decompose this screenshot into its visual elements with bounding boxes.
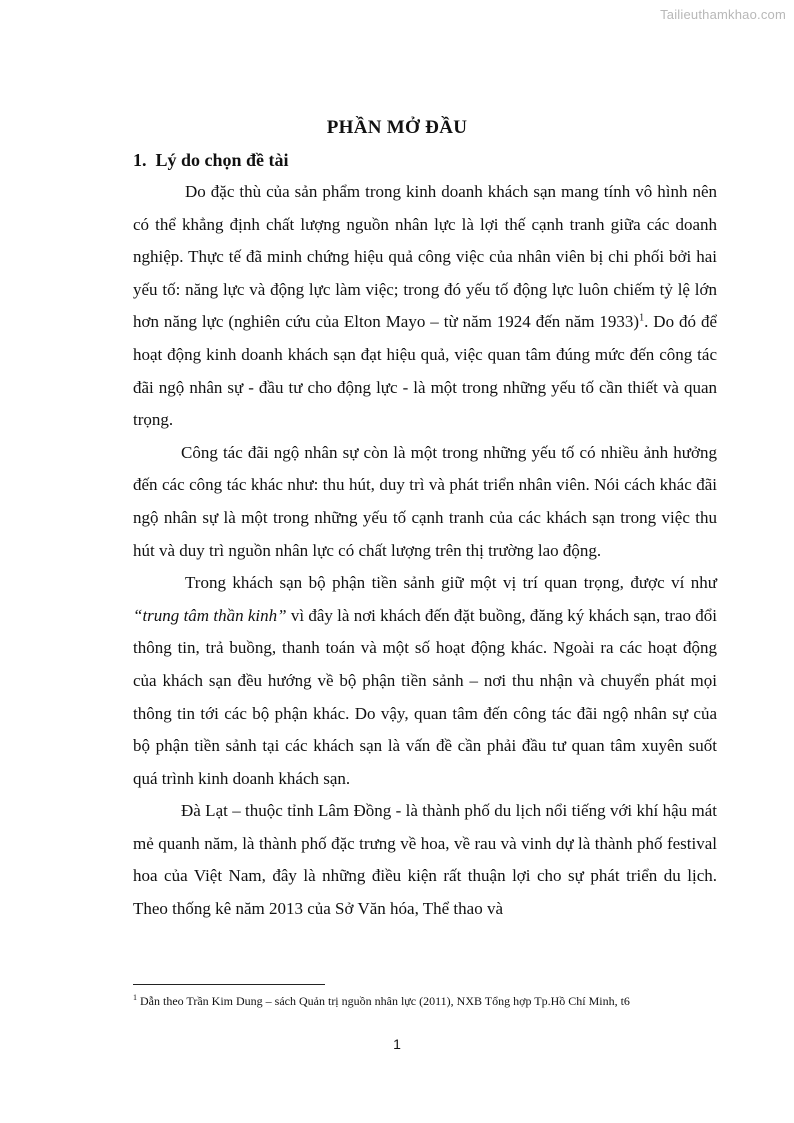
paragraph-1: Do đặc thù của sản phẩm trong kinh doanh khách sạn mang tính vô hình nên có thể khẳng định chất lượng nguồn nhân lực là lợi thế cạnh tranh giữa các doanh nghiệp. Thực tế đã minh chứng hiệu quả công việc của nhân viên bị chi phối bởi hai yếu tố: năng lực và động lực làm việc; trong đó yếu tố động lực luôn chiếm tỷ lệ lớn hơn năng lực (nghiên cứu của Elton Mayo – từ năm 1924 đến năm 1933)$^1$. Do đó để hoạt động kinh doanh khách sạn đạt hiệu quả, việc quan tâm đúng mức đến công tác đãi ngộ nhân sự - đầu tư cho động lực - là một trong những yếu tố cần thiết và quan trọng. <box>133 182 717 430</box>
paragraph-3: Trong khách sạn bộ phận tiền sảnh giữ một vị trí quan trọng, được ví như “trung tâm thần kinh” vì đây là nơi khách đến đặt buồng, đăng ký khách sạn, trao đổi thông tin, trả buồng, thanh toán và một số hoạt động khác. Ngoài ra các hoạt động của khách sạn đều hướng về bộ phận tiền sảnh – nơi thu nhận và chuyển phát mọi thông tin tới các bộ phận khác. Do vậy, quan tâm đến công tác đãi ngộ nhân sự của bộ phận tiền sảnh tại các khách sạn là vấn đề cần phải đầu tư quan tâm xuyên suốt quá trình kinh doanh khách sạn. <box>133 573 717 788</box>
paragraph-4: Đà Lạt – thuộc tỉnh Lâm Đồng - là thành phố du lịch nổi tiếng với khí hậu mát mẻ quanh năm, là thành phố đặc trưng về hoa, về rau và vinh dự là thành phố festival hoa của Việt Nam, đây là những điều kiện rất thuận lợi cho sự phát triển du lịch. Theo thống kê năm 2013 của Sở Văn hóa, Thể thao và <box>133 801 717 919</box>
body-text <box>133 176 717 926</box>
watermark: Tailieuthamkhao.com <box>660 7 786 22</box>
footnote-reference: 1 <box>639 312 645 324</box>
footnote-divider <box>133 984 325 985</box>
italic-quote: “trung tâm thần kinh” <box>133 605 287 625</box>
section-heading <box>133 150 289 171</box>
section-heading-text: Lý do chọn đề tài <box>155 150 289 170</box>
page-title: PHẦN MỞ ĐẦU <box>326 117 468 138</box>
section-number: 1. <box>133 150 147 170</box>
footnote-marker: 1 <box>133 993 137 1002</box>
footnote <box>133 993 630 1009</box>
paragraph-2: Công tác đãi ngộ nhân sự còn là một trong những yếu tố có nhiều ảnh hưởng đến các công tác khác như: thu hút, duy trì và phát triển nhân viên. Nói cách khác đãi ngộ nhân sự là một trong những yếu tố cạnh tranh của các khách sạn trong việc thu hút và duy trì nguồn nhân lực có chất lượng trên thị trường lao động. <box>133 442 717 560</box>
page-number: 1 <box>393 1036 401 1052</box>
footnote-text: Dẫn theo Trần Kim Dung – sách Quản trị nguồn nhân lực (2011), NXB Tổng hợp Tp.Hồ Chí Minh, t6 <box>137 994 630 1008</box>
